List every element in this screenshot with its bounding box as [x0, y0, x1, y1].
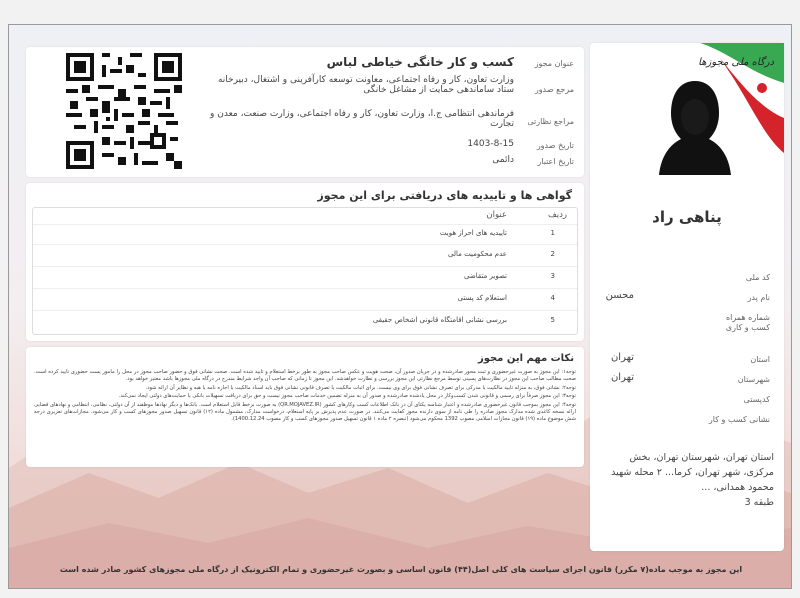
issue-date-label: تاریخ صدور: [536, 141, 574, 150]
certificates-table: [32, 207, 578, 335]
legal-footer: این مجوز به موجب ماده(۷ مکرر) قانون اجرای سیاست های کلی اصل(۴۴) قانون اساسی و بصورت غیرحضوری و تمام الکترونیک از درگاه ملی مجوزهای کشور صادر شده است: [59, 565, 743, 574]
table-row-index: 5: [550, 316, 555, 324]
table-divider: [33, 266, 577, 267]
important-notes-card: [26, 347, 584, 467]
father-name-value: محسن: [605, 290, 634, 301]
permit-info-card: [26, 47, 584, 177]
notes-title: نکات مهم این مجوز: [477, 353, 574, 364]
holder-profile-card: [590, 43, 784, 551]
issuer-value: وزارت تعاون، کار و رفاه اجتماعی، معاونت توسعه کارآفرینی و اشتغال، دبیرخانه ستاد ساماندهی حمایت از مشاغل خانگی: [217, 75, 514, 95]
business-address-value: استان تهران، شهرستان تهران، بخش مرکزی، شهر تهران، کرما... ۲ محله شهید محمود همدانی، ... طبقه 3: [611, 452, 774, 508]
table-row-title: بررسی نشانی اقامتگاه قانونی اشخاص حقیقی: [372, 316, 507, 324]
column-header-title: عنوان: [486, 210, 507, 220]
qr-code-icon: [66, 53, 182, 169]
table-divider: [33, 310, 577, 311]
table-divider: [33, 244, 577, 245]
business-label: کسب و کاری: [725, 323, 770, 332]
table-row-title: تاییدیه های احراز هویت: [439, 229, 507, 237]
holder-name: پناهی راد: [652, 208, 722, 226]
business-address-label: نشانی کسب و کار: [708, 415, 770, 424]
province-label: استان: [750, 355, 770, 364]
province-value: تهران: [610, 352, 634, 363]
table-row-title: تصویر متقاضی: [464, 272, 507, 280]
table-row-index: 4: [550, 294, 555, 302]
note-item: توجه۴: این مجوز بموجب قانون غیرحضوری صادرشده و اعتبار شناسه یکتای آن در بانک اطلاعات کسب وکارهای کشور (QR.MOJAVEZ.IR) به صورت برخط قابل استعلام است. بانک‌ها و دیگر نهادها موظفند از آن دولتی، نظامی، انتظامی و نهادهای قضایی ارائه نسخه کاغذی شده مدارک مجوز صادره را طی نامه از سوی دارنده مجوز کفایت می‌کنند. در صورت عدم پذیرش بر پایه استعلام، درخواست مدارک، مشمول ماده (۱۲) قانون تسهیل صدور مجوزهای کسب و کار می‌شود. مجازات‌های تعزیری درجه شش موضوع ماده (۱۹) قانون مجازات اسلامی مصوب 1392 محکوم می‌شود (تبصره ۲ ماده ۱ قانون تسهیل صدور مجوزهای کسب و کار مصوب 1400.12.24).: [34, 401, 577, 423]
permit-document: [8, 24, 792, 589]
mobile-label: شماره همراه: [725, 313, 770, 322]
issuer-label: مرجع صدور: [534, 85, 574, 94]
permit-title-value: کسب و کار خانگی خیاطی لباس: [326, 55, 514, 69]
notes-body: [34, 369, 576, 425]
column-header-index: ردیف: [547, 210, 567, 220]
city-value: تهران: [610, 372, 634, 383]
holder-portrait-image: [659, 75, 731, 175]
table-divider: [33, 224, 577, 225]
national-code-label: کد ملی: [745, 273, 770, 282]
issue-date-value: 1403-8-15: [467, 139, 514, 149]
certificates-card: [26, 183, 584, 341]
note-item: توجه۲: نشانی فوق، به منزله تایید مالکیت یا مدرکی برای تصرف نشانی فوق برای وی نیست. برای اثبات مالکیت یا تصرف قانونی نشانی فوق باید اسناد مالکیت یا اجاره نامه یا هبه و نظایر آن ارائه شود.: [145, 384, 576, 391]
table-row-index: 1: [550, 229, 555, 237]
supervisor-value: فرماندهی انتظامی ج.ا، وزارت تعاون، کار و رفاه اجتماعی، وزارت صنعت، معدن و تجارت: [210, 109, 514, 129]
table-row-index: 2: [550, 250, 555, 258]
table-row-title: استعلام کد پستی: [457, 294, 507, 302]
note-item: توجه۳: این مجوز صرفاً برای رسمی و قانونی شدن کسب‌وکار در محل یادشده صادرشده و صدور آن به منزله تضمین خدمات صاحب مجوز نیست و حق برای دریافت تسهیلات بانکی یا حمایت‌های دولتی ایجاد نمی‌کند.: [118, 393, 576, 400]
table-divider: [33, 288, 577, 289]
validity-value: دائمی: [492, 155, 514, 165]
certificates-title: گواهی ها و تاییدیه های دریافتی برای این مجوز: [317, 189, 572, 202]
note-item: توجه۱: این مجوز به صورت غیرحضوری و ثبت محور صادرشده و در جریان صدور آن، صحت هویت و عکس صاحب مجوز به طور برخط استعلام و تایید شده است. صحت نشانی فوق و حضور صاحب مجوز در محل را مامور پست حضوری تایید کرده است. صحت مطالب صاحب این مجوز در نظارت‌های پسینی توسط مرجع نظارتی این مجوز بررسی و نظارت خواهدشد. این مجوز تا زمانی که صاحب آن واجد شرایط مندرج در درگاه ملی مجوزها باشد معتبر خواهد بود.: [34, 369, 576, 383]
portal-logo: درگاه ملی مجوزها: [698, 57, 774, 68]
permit-title-label: عنوان مجوز: [534, 59, 574, 68]
supervisor-label: مراجع نظارتی: [527, 117, 574, 126]
table-row-title: عدم محکومیت مالی: [448, 250, 507, 258]
table-row-index: 3: [550, 272, 555, 280]
city-label: شهرستان: [737, 375, 770, 384]
postal-code-label: کدپستی: [743, 395, 770, 404]
father-name-label: نام پدر: [747, 293, 770, 302]
validity-label: تاریخ اعتبار: [537, 157, 574, 166]
